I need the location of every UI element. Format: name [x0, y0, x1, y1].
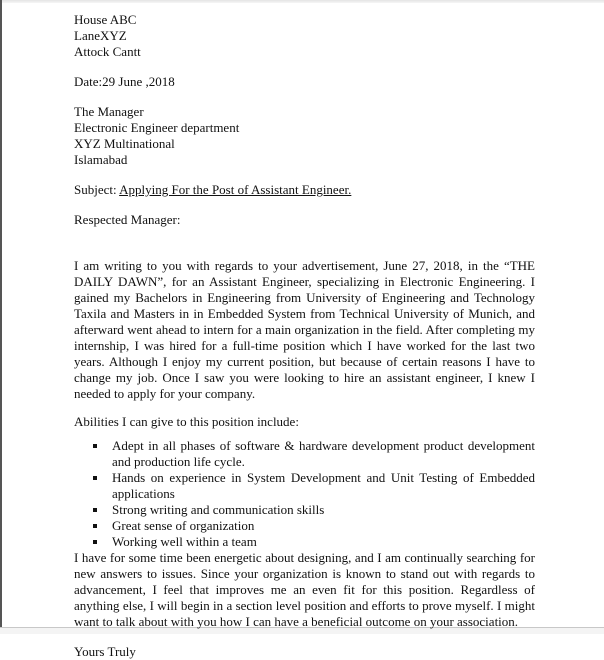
subject-text: Applying For the Post of Assistant Engineer.: [119, 182, 352, 197]
sender-address-line: Attock Cantt: [74, 44, 141, 59]
abilities-list-item: [112, 518, 535, 534]
recipient-line: Electronic Engineer department: [74, 120, 240, 135]
date-text: Date:29 June ,2018: [74, 74, 175, 89]
square-bullet-icon: [93, 524, 97, 528]
sender-address: [74, 12, 535, 60]
letter-document: [74, 12, 535, 660]
sender-address-line: LaneXYZ: [74, 28, 127, 43]
page-top-edge: [0, 0, 604, 3]
ability-text: Working well within a team: [112, 534, 257, 549]
recipient-line: Islamabad: [74, 152, 128, 167]
square-bullet-icon: [93, 540, 97, 544]
ability-text: Great sense of organization: [112, 518, 255, 533]
body-paragraph-2: I have for some time been energetic about designing, and I am continually searching for new answers to issues. Since your organization is known to stand out with regards to advancement, I feel that improves me an even fit for this position. Regardless of anything else, I will begin in a section level position and efforts to prove myself. I might want to talk about with you how I can have a beneficial outcome on your association.: [74, 550, 535, 629]
square-bullet-icon: [93, 444, 97, 448]
subject-line: [74, 182, 535, 198]
square-bullet-icon: [93, 476, 97, 480]
ability-text: Adept in all phases of software & hardware development product development and production life cycle.: [112, 438, 535, 469]
recipient-line: XYZ Multinational: [74, 136, 175, 151]
closing: [74, 644, 535, 660]
recipient-line: The Manager: [74, 104, 144, 119]
letter-date: [74, 74, 535, 90]
abilities-intro: Abilities I can give to this position include:: [74, 414, 299, 429]
abilities-list-item: [112, 470, 535, 502]
closing-text: Yours Truly: [74, 644, 136, 659]
sender-address-line: House ABC: [74, 12, 137, 27]
abilities-list-item: [112, 534, 535, 550]
body-paragraph-1: I am writing to you with regards to your advertisement, June 27, 2018, in the “THE DAILY DAWN”, for an Assistant Engineer, specializing in Electronic Engineering. I gained my Bachelors in Engineering from University of Engineering and Technology Taxila and Masters in in Embedded System from Technical University of Munich, and afterward went ahead to intern for a main organization in the field. After completing my internship, I was hired for a full-time position which I have worked for the last two years. Although I enjoy my current position, but because of certain reasons I have to change my job. Once I saw you were looking to hire an assistant engineer, I knew I needed to apply for your company.: [74, 258, 535, 401]
page-left-border: [0, 0, 2, 628]
square-bullet-icon: [93, 508, 97, 512]
subject-label: Subject:: [74, 182, 120, 197]
salutation: [74, 212, 535, 228]
recipient-address: [74, 104, 535, 168]
abilities-list: [74, 438, 535, 550]
abilities-list-item: [112, 502, 535, 518]
ability-text: Hands on experience in System Development and Unit Testing of Embedded applications: [112, 470, 535, 501]
ability-text: Strong writing and communication skills: [112, 502, 325, 517]
abilities-list-item: [112, 438, 535, 470]
salutation-text: Respected Manager:: [74, 212, 181, 227]
